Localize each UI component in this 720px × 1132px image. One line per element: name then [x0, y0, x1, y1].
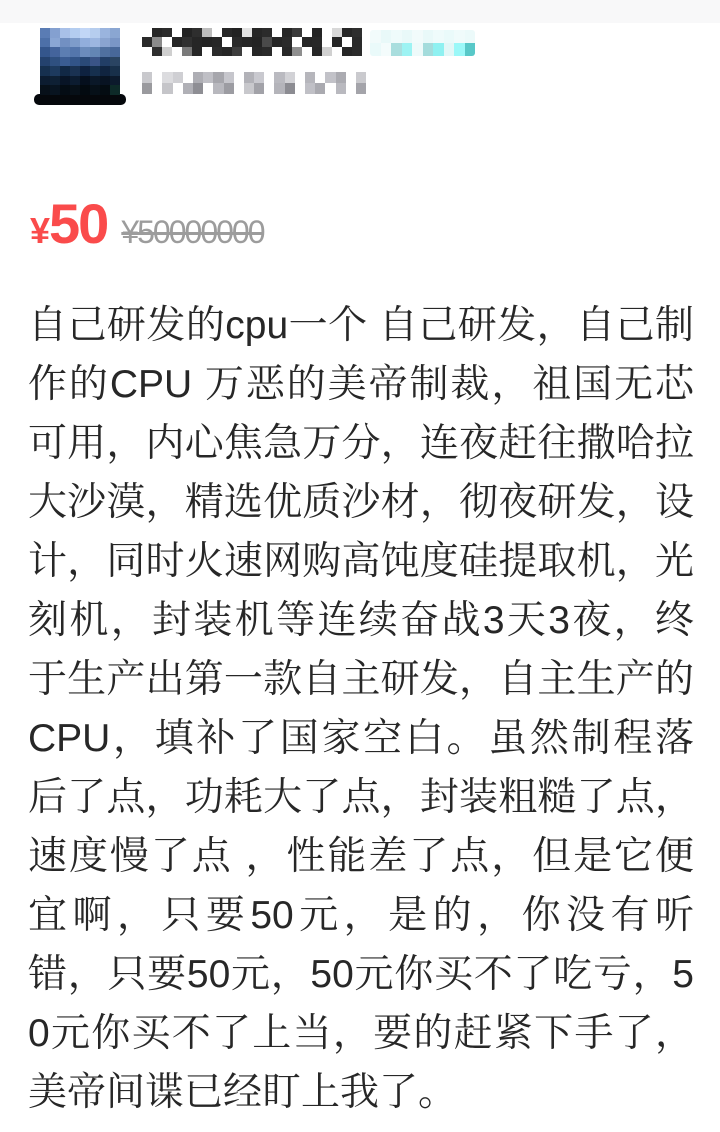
censored-post-meta — [142, 72, 475, 94]
seller-avatar-base — [34, 94, 126, 105]
seller-header — [0, 23, 720, 105]
seller-name-row — [142, 28, 475, 56]
status-bar-strip — [0, 0, 720, 23]
seller-info — [142, 28, 475, 94]
price-row — [0, 191, 720, 256]
price-currency-symbol: ¥ — [30, 209, 50, 251]
censored-username[interactable] — [142, 28, 362, 56]
seller-credit-badge[interactable] — [370, 30, 475, 56]
listing-description: 自己研发的cpu一个 自己研发，自己制作的CPU 万恶的美帝制裁，祖国无芯可用，内心焦急万分，连夜赶往撒哈拉大沙漠，精选优质沙材，彻夜研发，设计，同时火速网购高饨度硅提取机，光刻机，封装机等连续奋战3天3夜，终于生产出第一款自主研发，自主生产的CPU，填补了国家空白。虽然制程落后了点，功耗大了点，封装粗糙了点，速度慢了点 ，性能差了点，但是它便宜啊，只要50元，是的，你没有听错，只要50元，50元你买不了吃亏，50元你买不了上当，要的赶紧下手了，美帝间谍已经盯上我了。 — [28, 303, 694, 1114]
seller-avatar-image — [40, 28, 132, 95]
price-amount: 50 — [49, 191, 108, 255]
price-original-strikethrough: ¥50000000 — [121, 213, 264, 250]
seller-avatar[interactable] — [40, 28, 132, 105]
